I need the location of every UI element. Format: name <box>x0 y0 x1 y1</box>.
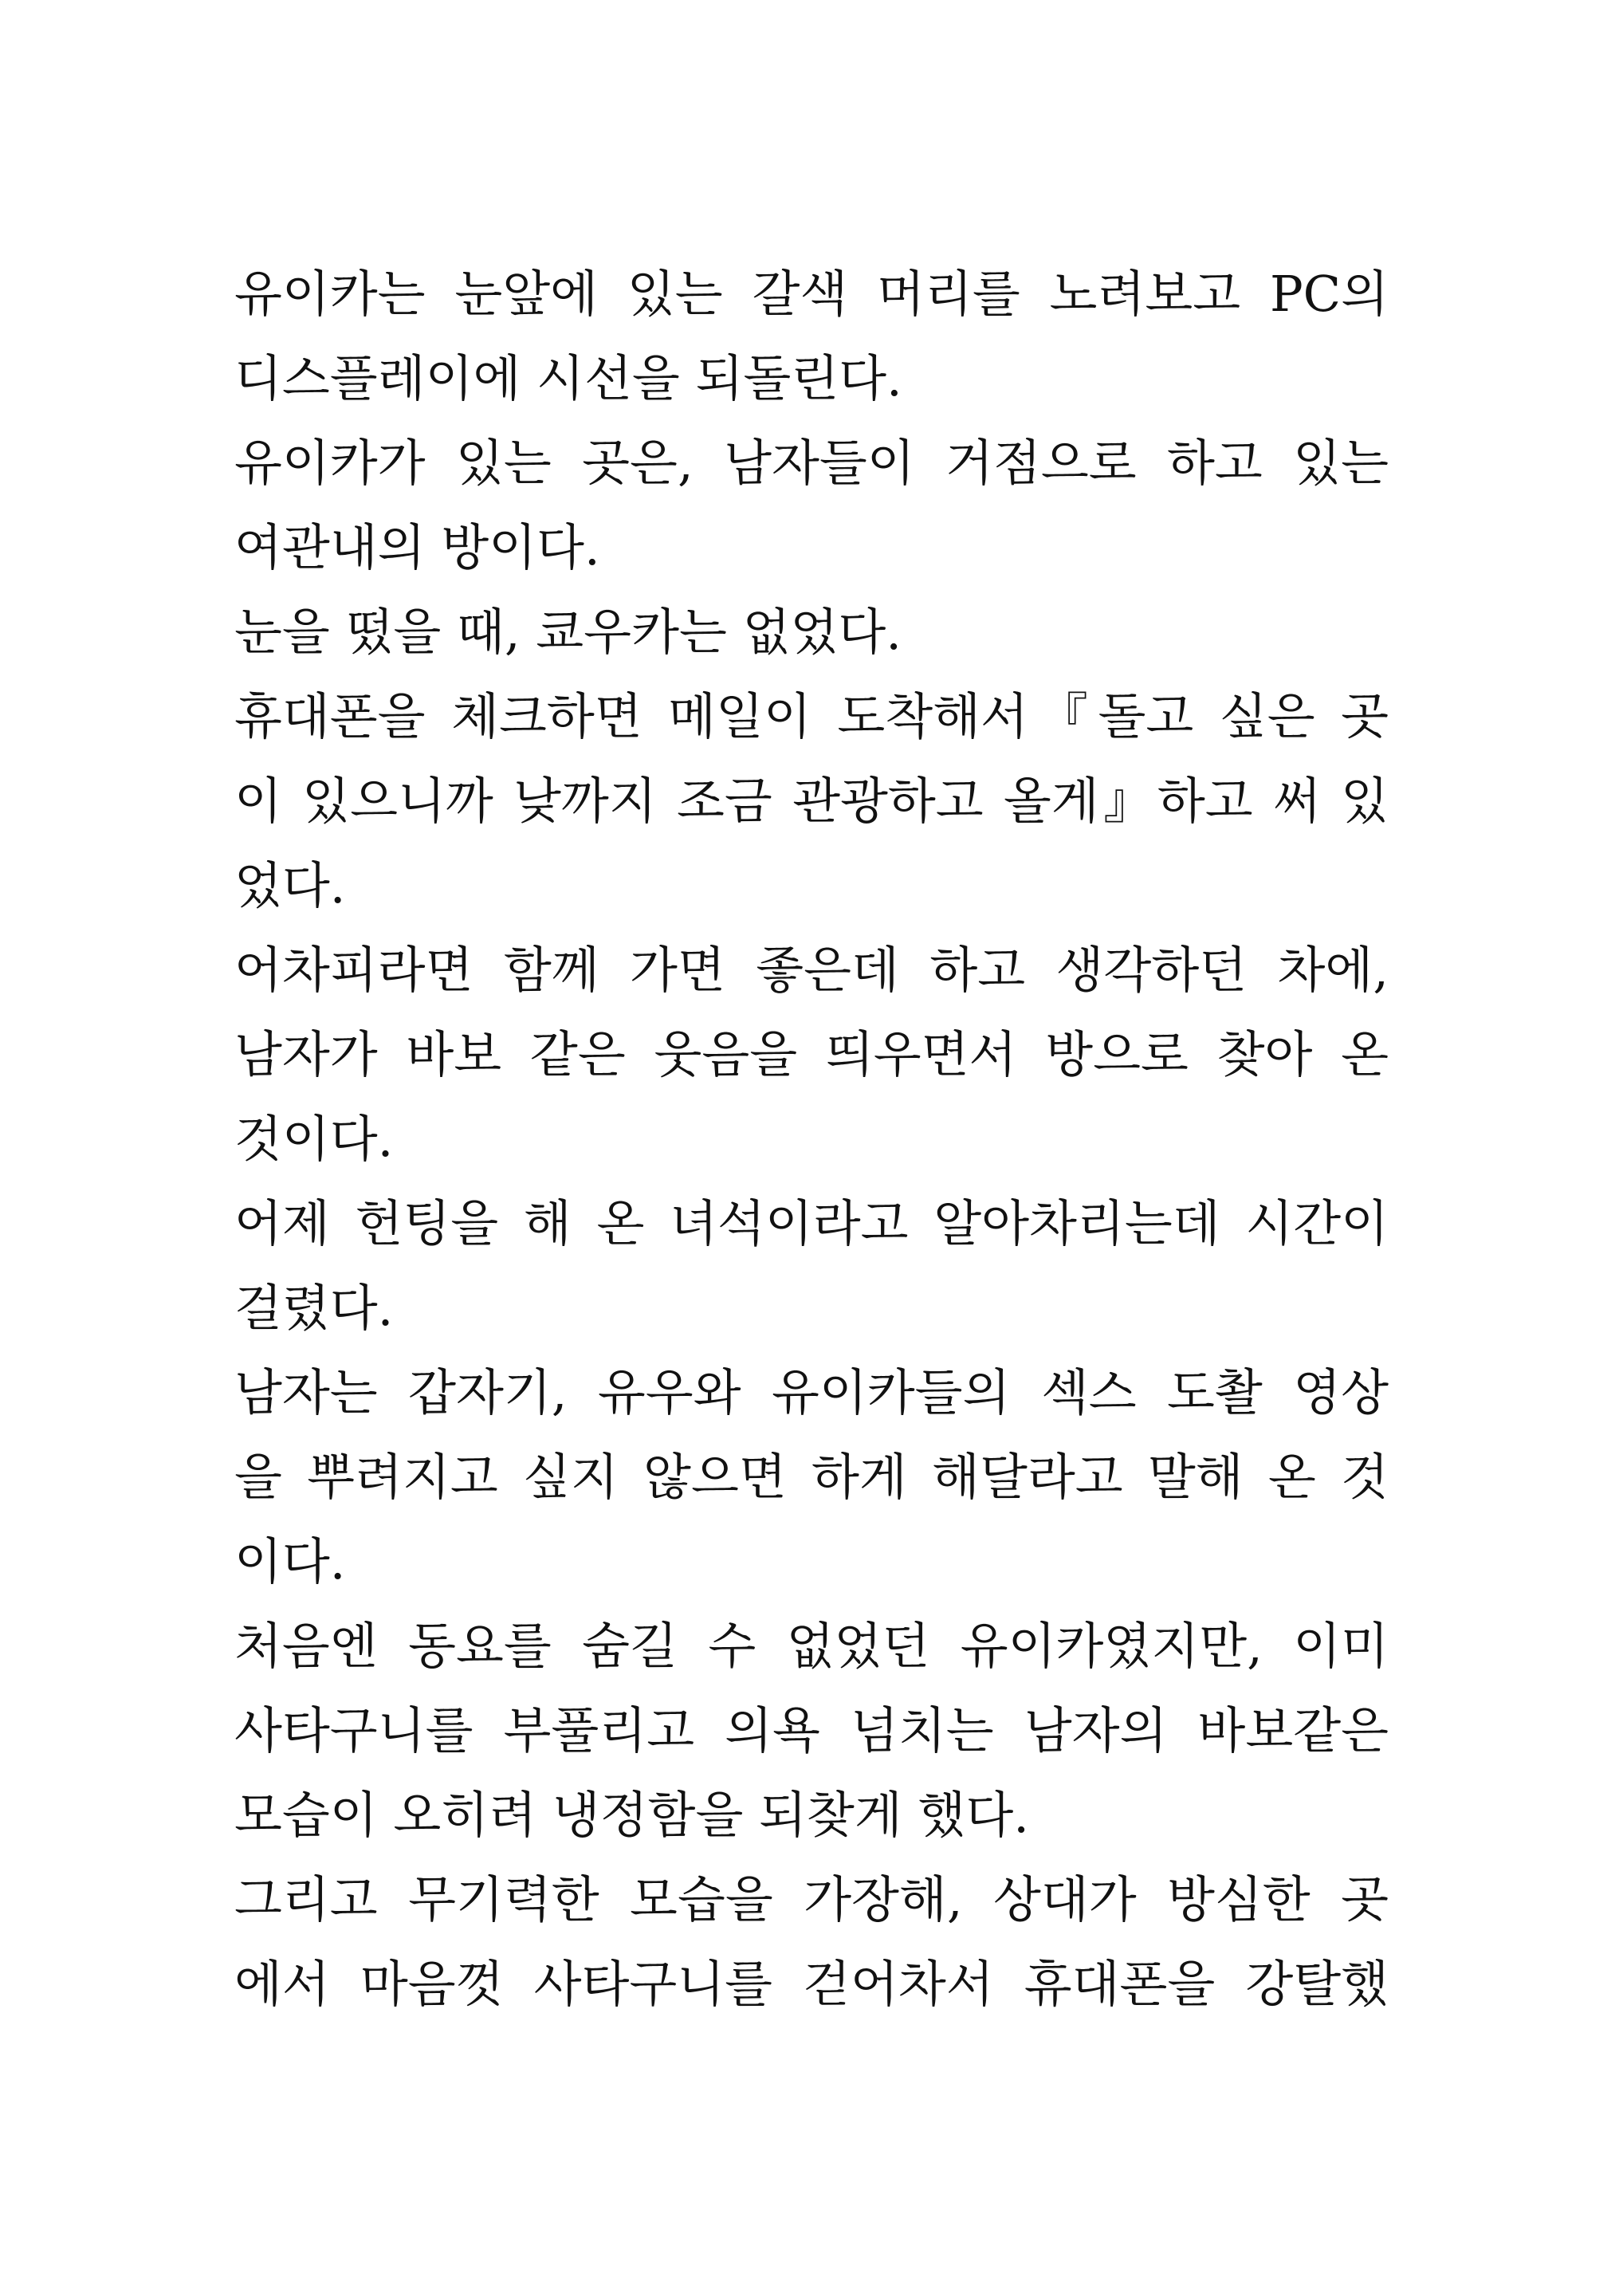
text-line: 이다. <box>234 1532 346 1590</box>
text-line: 을 뿌려지고 싶지 않으면 하게 해달라고 말해 온 것 <box>234 1448 1389 1506</box>
text-line: 사타구니를 부풀리고 의욕 넘치는 남자의 바보같은 <box>234 1701 1389 1759</box>
text-line: 것이다. <box>234 1110 394 1168</box>
text-line: 남자는 갑자기, 유우와 유이카들의 섹스 도촬 영상 <box>234 1363 1389 1421</box>
text-line: 휴대폰을 체크하면 메일이 도착해서『돌고 싶은 곳 <box>234 687 1389 745</box>
text-line: 어제 헌팅을 해 온 녀석이라고 알아차리는데 시간이 <box>234 1194 1389 1252</box>
text-line: 처음엔 동요를 숨길 수 없었던 유이카였지만, 이미 <box>234 1617 1389 1675</box>
body-text <box>234 252 1389 2027</box>
text-line: 유이카는 눈앞에 있는 갈색 머리를 노려보고 PC의 <box>234 265 1389 323</box>
text-line: 디스플레이에 시선을 되돌린다. <box>234 349 902 407</box>
text-line: 모습이 오히려 냉정함을 되찾게 했다. <box>234 1786 1029 1844</box>
text-line: 그리고 무기력한 모습을 가장해, 상대가 방심한 곳 <box>234 1870 1389 1928</box>
text-line: 어차피라면 함께 가면 좋은데 하고 생각하던 차에, <box>234 941 1389 999</box>
text-line: 걸렸다. <box>234 1279 394 1337</box>
text-line: 에서 마음껏 사타구니를 걷어차서 휴대폰을 강탈했 <box>234 1955 1389 2013</box>
text-line: 었다. <box>234 856 346 914</box>
text-line: 여관내의 방이다. <box>234 518 600 576</box>
text-line: 이 있으니까 낮까지 조금 관광하고 올게』하고 써 있 <box>234 772 1389 830</box>
text-line: 남자가 바보 같은 웃음을 띄우면서 방으로 찾아 온 <box>234 1025 1389 1083</box>
text-line: 유이카가 있는 곳은, 남자들이 거점으로 하고 있는 <box>234 434 1389 492</box>
text-line: 눈을 떴을 때, 쿄우카는 없었다. <box>234 603 902 661</box>
